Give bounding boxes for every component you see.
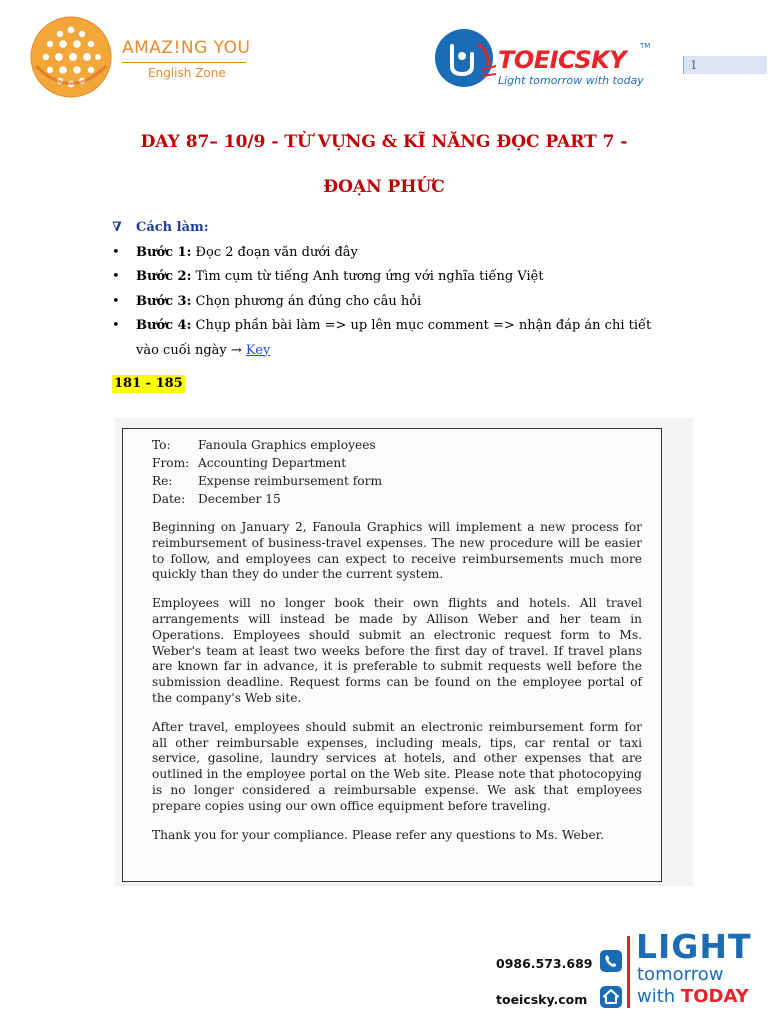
bullet-icon: • [112,293,120,309]
step-label: Bước 4: [136,318,192,333]
memo-re-label: Re: [152,474,173,488]
phone-icon [600,950,622,972]
brand-right-name: TOEICSKY [498,46,627,74]
memo-paragraph: Thank you for your compliance. Please refer any questions to Ms. Weber. [152,827,605,842]
step-label: Bước 3: [136,293,192,309]
instructions-heading-text: Cách làm: [136,220,209,235]
page-number: 1 [683,56,767,74]
memo-re: Expense reimbursement form [198,474,383,488]
memo-date-row [152,490,642,508]
memo-to: Fanoula Graphics employees [198,438,376,452]
memo [152,436,642,843]
footer-website: toeicsky.com [496,992,588,1007]
slogan-tomorrow: tomorrow [637,964,724,985]
memo-from-row [152,454,642,472]
brand-right-tagline: Light tomorrow with today [498,74,644,87]
bullet-icon: • [112,269,120,284]
slogan-with: with [637,986,681,1007]
amazing-you-logo-icon [30,16,112,98]
footer-phone: 0986.573.689 [496,956,593,971]
brand-toeicsky [498,48,644,87]
bullet-icon: • [112,318,120,333]
brand-amazing-you [122,38,250,80]
bullet-icon: • [112,244,120,260]
brand-left-name: AMAZ!NG YOU [122,38,251,58]
memo-paragraph: Beginning on January 2, Fanoula Graphics will implement a new process for reimbursement of business-travel expenses. The new procedure will be easier to follow, and employees can expect to receive reimbursements much more quickly than they do under the current system. [152,520,642,582]
step-text: Đọc 2 đoạn văn dưới đây [191,244,358,260]
nabla-icon: ∇ [112,220,122,235]
memo-date-label: Date: [152,492,186,506]
memo-to-row [152,436,642,454]
key-link[interactable]: Key [245,342,271,358]
toeicsky-logo-icon [430,26,500,90]
step-text: Chọn phương án đúng cho câu hỏi [191,293,422,309]
step-text: Tìm cụm từ tiếng Anh tương ứng với nghĩa tiếng Việt [191,269,544,284]
step-label: Bước 1: [136,244,192,260]
home-icon [600,986,622,1008]
step-4-continued-text: vào cuối ngày [136,342,231,358]
page-title-line-2: ĐOẠN PHỨC [323,177,445,197]
slogan-today: TODAY [680,986,749,1007]
arrow-right-icon: → [230,342,242,358]
trademark-mark: TM [640,42,651,50]
memo-paragraph: After travel, employees should submit an electronic reimbursement form for all other reimbursable expenses, including meals, tips, car rental or taxi service, gasoline, laundry services at hotels, and other expenses that are outlined in the employee portal on the Web site. Please note that photocopying is no longer considered a reimbursable expense. We ask that employees prepare copies using our own office equipment before traveling. [152,719,642,813]
step-text: Chụp phần bài làm => up lên mục comment => nhận đáp án chi tiết [191,318,652,333]
slogan-light: LIGHT [636,927,752,966]
memo-re-row [152,472,642,490]
footer-divider [627,936,630,1008]
question-range-label: 181 - 185 [114,376,183,391]
brand-left-tagline: English Zone [148,66,226,80]
memo-from: Accounting Department [198,456,347,470]
page-title-line-1: DAY 87– 10/9 - TỪ VỰNG & KĨ NĂNG ĐỌC PART 7 - [140,132,628,152]
memo-paragraph: Employees will no longer book their own flights and hotels. All travel arrangements will instead be made by Allison Weber and her team in Operations. Employees should submit an electronic request form to Ms. Weber's team at least two weeks before the first day of travel. If travel plans are known far in advance, it is preferable to submit requests well before the submission deadline. Request forms can be found on the employee portal of the company's Web site. [152,596,642,705]
slogan-with-today [637,987,749,1007]
brand-left-divider [122,62,246,63]
step-label: Bước 2: [136,269,192,284]
memo-from-label: From: [152,456,190,470]
memo-date: December 15 [198,492,281,506]
memo-to-label: To: [152,438,171,452]
